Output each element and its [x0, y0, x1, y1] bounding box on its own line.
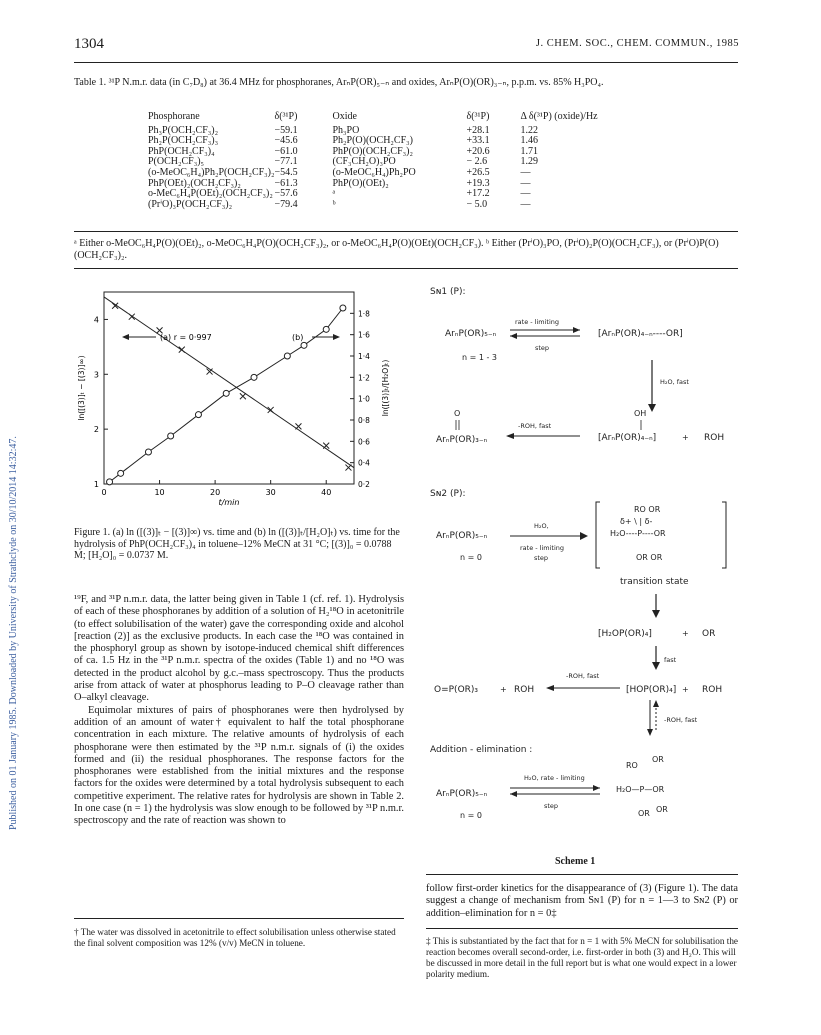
transition-state-label: transition state	[620, 577, 689, 587]
body-text-right: follow first-order kinetics for the disappearance of (3) (Figure 1). The data suggest a change of mechanism from Sɴ1 (P) for n = 1—3 to Sɴ2 (P) or addition–elimination for n = 0‡	[426, 883, 738, 919]
y-tick-label-left: 2	[93, 425, 99, 435]
figure1-caption: Figure 1. (a) ln ([(3)]ₜ − [(3)]∞) vs. time and (b) ln ([(3)]ₜ/[H₂O]ₜ) vs. time for the hydrolysis of PhP(OCH₂CF₃)₄ in toluene–12% MeCN at 31 °C; [(3)]₀ = 0.0788 M; [H₂O]₀ = 0.0737 M.	[74, 527, 400, 561]
sn1-h2o-fast: H₂O, fast	[660, 378, 689, 386]
ae-h2o-rate: H₂O, rate - limiting	[524, 774, 585, 782]
ae-step: step	[544, 802, 559, 810]
sn1-roh-fast: -ROH, fast	[518, 422, 552, 430]
table-cell: PhP(O)(OEt)₂	[332, 177, 389, 189]
series-b-point	[195, 412, 201, 418]
y-tick-label-right: 1·8	[358, 309, 370, 319]
table-cell: −59.1	[274, 124, 298, 136]
roh-fast-label: -ROH, fast	[566, 672, 600, 680]
arrowhead	[506, 433, 514, 439]
table-cell: −79.4	[274, 198, 298, 210]
table-cell: P(OCH₂CF₃)₅	[148, 156, 205, 168]
table-cell: PhP(OEt)₂(OCH₂CF₃)₂	[148, 177, 241, 189]
table-cell: − 2.6	[466, 156, 488, 168]
series-b-point	[301, 342, 307, 348]
plus-sign: +	[682, 685, 689, 694]
table-cell: (CF₃CH₂O)₃PO	[332, 156, 396, 168]
ae-or-bottom: OR	[638, 809, 650, 818]
table1-bottom-rule	[74, 231, 738, 232]
hop-intermediate: [HOP(OR)₄]	[626, 685, 677, 695]
page-number: 1304	[74, 36, 104, 52]
table-cell: +33.1	[466, 135, 490, 147]
ts-line-1: RO OR	[634, 505, 661, 514]
table-cell: —	[520, 198, 531, 210]
table-cell: Ph₃P(OCH₂CF₃)₂	[148, 124, 219, 136]
bracket-right	[722, 502, 726, 568]
table-cell: −77.1	[274, 156, 298, 168]
ts-line-3: H₂O----P----OR	[610, 529, 666, 538]
table-cell: PhP(OCH₂CF₃)₄	[148, 145, 215, 157]
table-cell: (o-MeOC₆H₄)Ph₂PO	[332, 166, 416, 178]
x-axis-label: t/min	[218, 498, 240, 507]
journal-header: J. CHEM. SOC., CHEM. COMMUN., 1985	[535, 38, 739, 49]
arrowhead	[652, 610, 660, 618]
table-cell: (o-MeOC₆H₄)Ph₂P(OCH₂CF₃)₂	[148, 166, 275, 178]
series-b-point	[340, 305, 346, 311]
arrowhead	[546, 685, 554, 691]
sn1-rate-limiting: rate - limiting	[515, 318, 560, 326]
sn1-title: Sɴ1 (P):	[430, 287, 466, 297]
oxonium: [H₂OP(OR)₄]	[598, 629, 652, 639]
series-b-point	[251, 374, 257, 380]
table-cell: −45.6	[274, 135, 298, 147]
sn2-title: Sɴ2 (P):	[430, 489, 466, 499]
footnote-dagger: † The water was dissolved in acetonitrile to effect solubilisation unless otherwise stated the final solvent composition was 12% (v/v) MeCN in toluene.	[74, 927, 396, 948]
y-axis-label-right: ln([(3)]ₜ/[H₂O]ₜ)	[381, 359, 390, 417]
series-b-point	[107, 479, 113, 485]
series-b-point	[145, 449, 151, 455]
scheme1	[420, 280, 750, 850]
scheme-end-rule	[426, 874, 738, 875]
series-b-arrowhead	[333, 334, 340, 340]
sidebar-text[interactable]: Published on 01 January 1985. Downloaded by University of Strathclyde on 30/10/2014 14:32:47.	[8, 436, 19, 830]
footnote-double-dagger: ‡ This is substantiated by the fact that for n = 1 with 5% MeCN for solubilisation the reaction becomes overall second-order, i.e. first-order in both (3) and H₂O. This will be discussed in more detail in the full report but is what one would expect in a lower polarity medium.	[426, 936, 738, 979]
arrowhead	[580, 532, 588, 540]
y-tick-label-right: 1·0	[358, 394, 370, 404]
table-cell: +28.1	[466, 124, 490, 136]
arrowhead	[653, 700, 659, 707]
table-cell: −57.6	[274, 188, 298, 200]
sn2-step: step	[534, 554, 549, 562]
table-cell: ᵃ	[332, 188, 336, 200]
y-tick-label-right: 0·6	[358, 437, 370, 447]
table-header-cell: Oxide	[332, 111, 357, 122]
table-cell: 1.71	[520, 145, 538, 157]
y-tick-label-right: 1·2	[358, 373, 370, 383]
y-tick-label-right: 0·4	[358, 458, 370, 468]
x-tick-label: 0	[101, 488, 107, 497]
table-cell: − 5.0	[466, 198, 488, 210]
series-a-point	[129, 314, 135, 320]
ae-pentacoord: H₂O—P—OR	[616, 785, 665, 794]
table-cell: Ph₂P(OCH₂CF₃)₃	[148, 135, 219, 147]
publication-sidebar	[8, 140, 22, 830]
table-cell: PhP(O)(OCH₂CF₃)₂	[332, 145, 413, 157]
y-tick-label-left: 1	[93, 480, 99, 489]
series-a-label: (a) r = 0·997	[160, 333, 212, 342]
series-a-point	[323, 443, 329, 449]
arrowhead	[593, 785, 600, 791]
table-header-cell: Phosphorane	[148, 111, 200, 122]
ts-line-4: OR OR	[636, 553, 663, 562]
series-a-fit-line	[104, 297, 354, 468]
ae-or-bottom2: OR	[656, 805, 668, 814]
table-cell: —	[520, 188, 531, 200]
table-cell: Ph₃PO	[332, 124, 360, 136]
sn2-n0: n = 0	[460, 553, 482, 562]
y-tick-label-left: 3	[93, 370, 99, 380]
ae-title: Addition - elimination :	[430, 745, 533, 755]
series-a-arrowhead	[122, 334, 129, 340]
oxygen-label: O	[454, 409, 461, 418]
paragraph: ¹⁹F, and ³¹P n.m.r. data, the latter being given in Table 1 (cf. ref. 1). Hydrolysis of each of these phosphoranes by addition of a solution of H₂¹⁸O in acetonitrile (to effect solubilisation of the water) gave the corresponding oxide and alcohol [reaction (2)] as the exclusive products. In each case the ¹⁸O was contained in the phosphoryl group as shown by isotope-induced chemical shift differences of ca. 1.5 Hz in the ³¹P n.m.r. spectra of the oxides (Table 1) and no ¹⁸O was detected in the product alcohol by g.c.–mass spectroscopy. Thus the products arise from attack of water at phosphorus leading to P–O cleavage rather than O–alkyl cleavage.	[74, 594, 404, 704]
table-cell: (PrⁱO)₃P(OCH₂CF₃)₂	[148, 198, 233, 210]
series-b-point	[323, 326, 329, 332]
series-b-point	[168, 433, 174, 439]
sn1-oxide: ArₙP(OR)₃₋ₙ	[436, 435, 488, 445]
fast-label: fast	[664, 656, 677, 664]
series-b-point	[223, 390, 229, 396]
y-axis-label-left: ln([(3)]ₜ − [(3)]∞)	[77, 355, 86, 421]
series-a-point	[179, 347, 185, 353]
ts-line-2: δ+ \ | δ-	[620, 517, 653, 526]
paragraph: Equimolar mixtures of pairs of phosphoranes were then hydrolysed by addition of an amount of water† equivalent to half the total phosphorane concentration in each mixture. The relative amounts of hydrolysis of each phosphorane were then estimated by the ³¹P n.m.r. signals of (i) the oxides formed and (ii) the residual phosphoranes. The response factors for the phosphoranes were established from the initial mixtures and the response factors for the oxides were determined by a total hydrolysis subsequent to each competitive experiment. The relative rates for hydrolysis are shown in Table 2. In one case (n = 1) the hydrolysis was slow enough to be followed by ³¹P n.m.r. spectroscopy and the rate of reaction was shown to	[74, 704, 404, 827]
figure1-chart	[74, 284, 404, 519]
table-cell: o-MeC₆H₄P(OEt)₂(OCH₂CF₃)₂	[148, 188, 273, 200]
table-cell: 1.22	[520, 124, 538, 136]
table1	[148, 112, 640, 210]
x-tick-label: 30	[265, 488, 276, 497]
sn2-h2o: H₂O,	[534, 522, 549, 530]
sn1-cation: [ArₙP(OR)₄₋ₙ----OR]	[598, 329, 683, 339]
footnote-rule-right	[426, 928, 738, 929]
series-b-label: (b)	[292, 333, 304, 342]
sn1-reactant: ArₙP(OR)₅₋ₙ	[445, 329, 497, 339]
table-header-cell: Δ δ(³¹P) (oxide)/Hz	[520, 111, 598, 122]
table-cell: Ph₂P(O)(OCH₂CF₃)	[332, 135, 413, 147]
table-cell: +17.2	[466, 188, 490, 200]
y-tick-label-right: 1·4	[358, 352, 370, 361]
oh-label: OH	[634, 409, 647, 418]
table1-caption: Table 1. ³¹P N.m.r. data (in C₇D₈) at 36.4 MHz for phosphoranes, ArₙP(OR)₅₋ₙ and oxides, ArₙP(O)(OR)₃₋ₙ, p.p.m. vs. 85% H₃PO₄.	[74, 77, 604, 88]
y-tick-label-right: 1·6	[358, 330, 370, 340]
arrowhead	[510, 791, 517, 797]
sn1-step: step	[535, 344, 550, 352]
sn2-reactant: ArₙP(OR)₅₋ₙ	[436, 531, 488, 541]
plus-sign: +	[500, 685, 507, 694]
table-cell: +26.5	[466, 166, 490, 178]
ae-ro-top: RO	[626, 761, 638, 770]
arrowhead	[510, 333, 517, 339]
table-cell: −61.0	[274, 145, 298, 157]
series-a-point	[295, 423, 301, 429]
ae-reactant: ArₙP(OR)₅₋ₙ	[436, 789, 488, 799]
x-tick-label: 20	[210, 488, 221, 497]
table-cell: −54.5	[274, 166, 298, 178]
sn1-hydroxy: [ArₙP(OR)₄₋ₙ]	[598, 433, 657, 443]
roh-product: ROH	[704, 433, 725, 443]
table-cell: +19.3	[466, 177, 490, 189]
table-header-cell: δ(³¹P)	[466, 111, 490, 122]
bracket-left	[596, 502, 600, 568]
phosphate: O=P(OR)₃	[434, 685, 479, 695]
header-rule	[74, 62, 738, 63]
series-b-point	[284, 353, 290, 359]
y-tick-label-right: 0·8	[358, 416, 370, 425]
ae-or-top: OR	[652, 755, 664, 764]
table1-footnote: ᵃ Either o-MeOC₆H₄P(O)(OEt)₂, o-MeOC₆H₄P(O)(OCH₂CF₃)₂, or o-MeOC₆H₄P(O)(OEt)(OCH₂CF₃). ᵇ Either (PrⁱO)₃PO, (PrⁱO)₂P(O)(OCH₂CF₃), or (PrⁱO)P(O)(OCH₂CF₃)₂.	[74, 238, 719, 261]
arrowhead	[647, 729, 653, 736]
y-tick-label-right: 0·2	[358, 480, 370, 489]
or-anion: OR	[702, 629, 716, 639]
x-tick-label: 40	[321, 488, 332, 497]
plus-sign: +	[682, 433, 689, 442]
series-a-point	[240, 393, 246, 399]
table-row	[148, 168, 640, 179]
scheme1-caption: Scheme 1	[555, 856, 596, 867]
arrowhead	[573, 327, 580, 333]
table-cell: —	[520, 166, 531, 178]
series-a-point	[345, 465, 351, 471]
roh-product: ROH	[702, 685, 723, 695]
table1-header-row	[148, 112, 640, 126]
table-row	[148, 200, 640, 211]
y-tick-label-left: 4	[93, 315, 99, 325]
table-cell: 1.46	[520, 135, 538, 147]
roh-product: ROH	[514, 685, 535, 695]
table-cell: —	[520, 177, 531, 189]
arrowhead	[648, 404, 656, 412]
roh-fast-label: -ROH, fast	[664, 716, 698, 724]
series-b-point	[118, 470, 124, 476]
sn2-rate-limiting: rate - limiting	[520, 544, 565, 552]
x-tick-label: 10	[154, 488, 165, 497]
sn1-n-range: n = 1 - 3	[462, 353, 498, 362]
table1-end-rule	[74, 268, 738, 269]
table-header-cell: δ(³¹P)	[274, 111, 298, 122]
table-cell: −61.3	[274, 177, 298, 189]
plot-frame	[104, 292, 354, 484]
table-cell: ᵇ	[332, 198, 336, 210]
ae-n0: n = 0	[460, 811, 482, 820]
table-cell: +20.6	[466, 145, 490, 157]
plus-sign: +	[682, 629, 689, 638]
body-text-left	[74, 594, 404, 828]
arrowhead	[652, 662, 660, 670]
table-cell: 1.29	[520, 156, 538, 168]
footnote-rule-left	[74, 918, 404, 919]
